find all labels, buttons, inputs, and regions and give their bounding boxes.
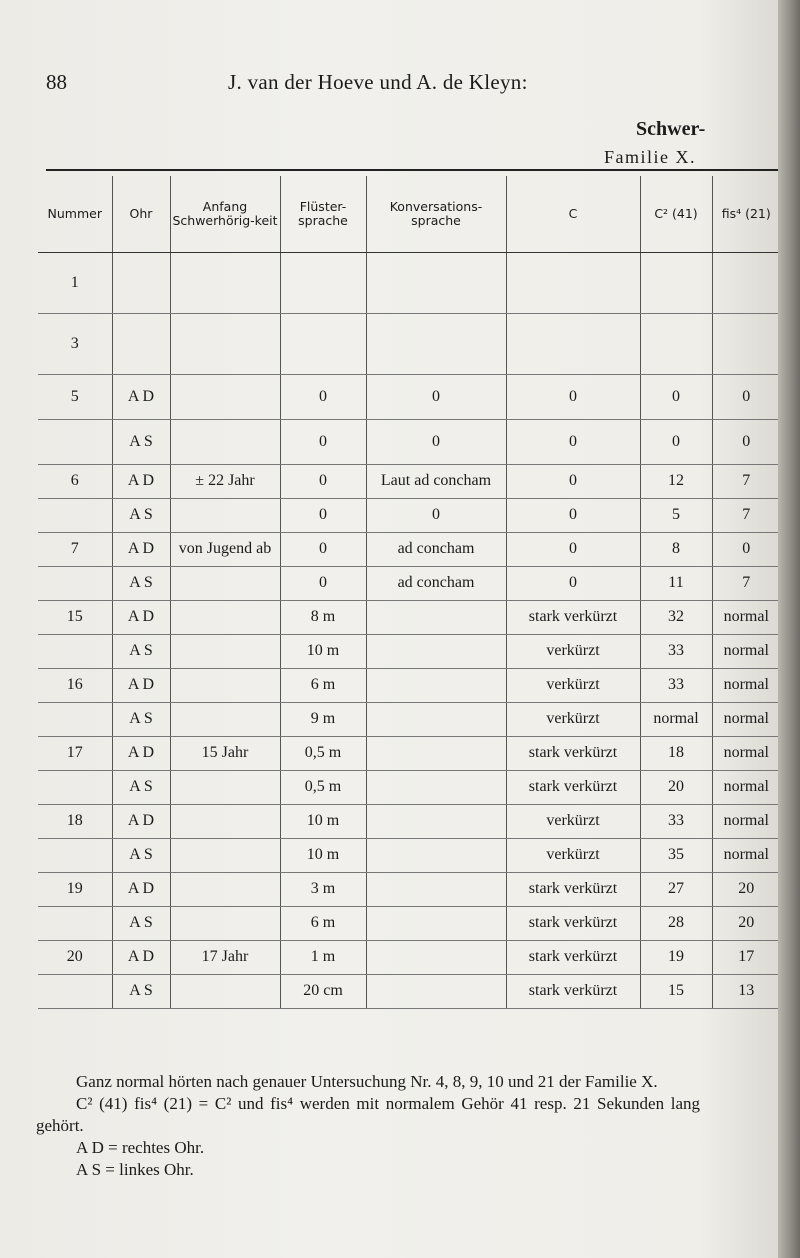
ear-cell: A D: [112, 805, 170, 839]
onset-cell: von Jugend ab: [170, 533, 280, 567]
c-cell: 0: [506, 465, 640, 499]
c-cell: stark verkürzt: [506, 975, 640, 1009]
table-row: [38, 703, 780, 737]
conversation-cell: [366, 975, 506, 1009]
nummer-cell: 20: [38, 941, 112, 975]
nummer-cell: [38, 907, 112, 941]
conversation-cell: 0: [366, 420, 506, 465]
c2-cell: 33: [640, 669, 712, 703]
table-row: [38, 601, 780, 635]
c-cell: 0: [506, 375, 640, 420]
nummer-cell: 3: [38, 314, 112, 375]
note-tuning-fork: C² (41) fis⁴ (21) = C² und fis⁴ werden mit normalem Gehör 41 resp. 21 Sekunden lang gehört.: [36, 1094, 700, 1135]
onset-cell: [170, 669, 280, 703]
ear-cell: A D: [112, 737, 170, 771]
column-header: Ohr: [112, 176, 170, 253]
legend-right-ear: A D = rechtes Ohr.: [76, 1138, 205, 1157]
c-cell: verkürzt: [506, 635, 640, 669]
column-header: C: [506, 176, 640, 253]
ear-cell: A S: [112, 635, 170, 669]
column-header: Nummer: [38, 176, 112, 253]
conversation-cell: [366, 907, 506, 941]
nummer-cell: 7: [38, 533, 112, 567]
c-cell: 0: [506, 420, 640, 465]
c2-cell: 32: [640, 601, 712, 635]
whisper-cell: 0: [280, 465, 366, 499]
whisper-cell: 0,5 m: [280, 737, 366, 771]
ear-cell: A D: [112, 533, 170, 567]
fis4-cell: 7: [712, 567, 780, 601]
c2-cell: [640, 314, 712, 375]
onset-cell: [170, 805, 280, 839]
legend-left-ear: A S = linkes Ohr.: [76, 1160, 194, 1179]
whisper-cell: 10 m: [280, 805, 366, 839]
column-header: Anfang Schwerhörig-keit: [170, 176, 280, 253]
c2-cell: 28: [640, 907, 712, 941]
c-cell: stark verkürzt: [506, 737, 640, 771]
table-row: [38, 975, 780, 1009]
onset-cell: [170, 975, 280, 1009]
fis4-cell: [712, 314, 780, 375]
nummer-cell: [38, 635, 112, 669]
table-row: [38, 669, 780, 703]
onset-cell: [170, 375, 280, 420]
section-title: Schwer-: [636, 118, 706, 140]
ear-cell: A D: [112, 465, 170, 499]
conversation-cell: [366, 314, 506, 375]
fis4-cell: 0: [712, 533, 780, 567]
conversation-cell: 0: [366, 499, 506, 533]
fis4-cell: normal: [712, 771, 780, 805]
table-row: [38, 907, 780, 941]
nummer-cell: [38, 839, 112, 873]
nummer-cell: 6: [38, 465, 112, 499]
whisper-cell: 3 m: [280, 873, 366, 907]
onset-cell: [170, 499, 280, 533]
whisper-cell: 0,5 m: [280, 771, 366, 805]
whisper-cell: 0: [280, 375, 366, 420]
conversation-cell: [366, 839, 506, 873]
whisper-cell: 0: [280, 420, 366, 465]
whisper-cell: 1 m: [280, 941, 366, 975]
page-number: 88: [46, 70, 67, 94]
whisper-cell: 10 m: [280, 839, 366, 873]
conversation-cell: ad concham: [366, 567, 506, 601]
whisper-cell: 6 m: [280, 907, 366, 941]
c2-cell: 5: [640, 499, 712, 533]
nummer-cell: 5: [38, 375, 112, 420]
page-edge: [778, 0, 800, 1258]
whisper-cell: 6 m: [280, 669, 366, 703]
ear-cell: A D: [112, 375, 170, 420]
c2-cell: [640, 253, 712, 314]
onset-cell: [170, 771, 280, 805]
nummer-cell: 1: [38, 253, 112, 314]
fis4-cell: 0: [712, 375, 780, 420]
onset-cell: 15 Jahr: [170, 737, 280, 771]
conversation-cell: [366, 873, 506, 907]
nummer-cell: 15: [38, 601, 112, 635]
c2-cell: 18: [640, 737, 712, 771]
nummer-cell: 18: [38, 805, 112, 839]
whisper-cell: 0: [280, 567, 366, 601]
ear-cell: A S: [112, 703, 170, 737]
table-row: [38, 465, 780, 499]
fis4-cell: normal: [712, 805, 780, 839]
conversation-cell: [366, 805, 506, 839]
ear-cell: A D: [112, 873, 170, 907]
onset-cell: [170, 601, 280, 635]
c2-cell: 33: [640, 635, 712, 669]
table-row: [38, 420, 780, 465]
fis4-cell: normal: [712, 839, 780, 873]
top-rule: [46, 169, 782, 171]
table-row: [38, 941, 780, 975]
c-cell: stark verkürzt: [506, 873, 640, 907]
fis4-cell: [712, 253, 780, 314]
ear-cell: A S: [112, 420, 170, 465]
fis4-cell: normal: [712, 737, 780, 771]
conversation-cell: [366, 941, 506, 975]
c-cell: 0: [506, 533, 640, 567]
c-cell: verkürzt: [506, 839, 640, 873]
ear-cell: A S: [112, 567, 170, 601]
c-cell: [506, 253, 640, 314]
c2-cell: 0: [640, 375, 712, 420]
c2-cell: 27: [640, 873, 712, 907]
hearing-table: [38, 176, 780, 1009]
fis4-cell: 13: [712, 975, 780, 1009]
table-row: [38, 499, 780, 533]
conversation-cell: [366, 669, 506, 703]
c-cell: verkürzt: [506, 805, 640, 839]
table-row: [38, 737, 780, 771]
onset-cell: [170, 567, 280, 601]
whisper-cell: 0: [280, 533, 366, 567]
nummer-cell: [38, 975, 112, 1009]
whisper-cell: [280, 253, 366, 314]
ear-cell: A S: [112, 839, 170, 873]
table-row: [38, 567, 780, 601]
conversation-cell: [366, 771, 506, 805]
conversation-cell: 0: [366, 375, 506, 420]
c2-cell: normal: [640, 703, 712, 737]
ear-cell: A S: [112, 907, 170, 941]
conversation-cell: [366, 737, 506, 771]
whisper-cell: [280, 314, 366, 375]
column-header: Flüster-sprache: [280, 176, 366, 253]
whisper-cell: 8 m: [280, 601, 366, 635]
footnotes: [36, 1071, 700, 1181]
c-cell: stark verkürzt: [506, 771, 640, 805]
whisper-cell: 9 m: [280, 703, 366, 737]
c2-cell: 8: [640, 533, 712, 567]
table-row: [38, 635, 780, 669]
onset-cell: [170, 253, 280, 314]
onset-cell: [170, 314, 280, 375]
onset-cell: [170, 907, 280, 941]
c-cell: stark verkürzt: [506, 941, 640, 975]
onset-cell: ± 22 Jahr: [170, 465, 280, 499]
whisper-cell: 0: [280, 499, 366, 533]
nummer-cell: 17: [38, 737, 112, 771]
running-title: J. van der Hoeve und A. de Kleyn:: [228, 70, 528, 94]
c2-cell: 35: [640, 839, 712, 873]
c2-cell: 0: [640, 420, 712, 465]
c-cell: 0: [506, 567, 640, 601]
ear-cell: A D: [112, 941, 170, 975]
fis4-cell: normal: [712, 601, 780, 635]
ear-cell: [112, 253, 170, 314]
nummer-cell: [38, 567, 112, 601]
c2-cell: 20: [640, 771, 712, 805]
c2-cell: 11: [640, 567, 712, 601]
nummer-cell: [38, 420, 112, 465]
onset-cell: 17 Jahr: [170, 941, 280, 975]
fis4-cell: 7: [712, 465, 780, 499]
c-cell: stark verkürzt: [506, 601, 640, 635]
c2-cell: 15: [640, 975, 712, 1009]
nummer-cell: [38, 703, 112, 737]
table-row: [38, 314, 780, 375]
c-cell: [506, 314, 640, 375]
c-cell: verkürzt: [506, 669, 640, 703]
fis4-cell: 0: [712, 420, 780, 465]
fis4-cell: 20: [712, 907, 780, 941]
fis4-cell: 20: [712, 873, 780, 907]
table-row: [38, 771, 780, 805]
table-header-row: [38, 176, 780, 253]
ear-cell: A D: [112, 669, 170, 703]
table-row: [38, 805, 780, 839]
conversation-cell: Laut ad concham: [366, 465, 506, 499]
ear-cell: [112, 314, 170, 375]
onset-cell: [170, 839, 280, 873]
whisper-cell: 10 m: [280, 635, 366, 669]
table-row: [38, 533, 780, 567]
c2-cell: 12: [640, 465, 712, 499]
c-cell: stark verkürzt: [506, 907, 640, 941]
onset-cell: [170, 635, 280, 669]
onset-cell: [170, 703, 280, 737]
family-label: Familie X.: [604, 147, 696, 167]
column-header: C² (41): [640, 176, 712, 253]
conversation-cell: [366, 601, 506, 635]
conversation-cell: [366, 703, 506, 737]
table-row: [38, 253, 780, 314]
c2-cell: 19: [640, 941, 712, 975]
ear-cell: A S: [112, 499, 170, 533]
whisper-cell: 20 cm: [280, 975, 366, 1009]
nummer-cell: [38, 499, 112, 533]
nummer-cell: 19: [38, 873, 112, 907]
fis4-cell: normal: [712, 635, 780, 669]
column-header: Konversations-sprache: [366, 176, 506, 253]
nummer-cell: 16: [38, 669, 112, 703]
note-normal-hearing: Ganz normal hörten nach genauer Untersuchung Nr. 4, 8, 9, 10 und 21 der Familie X.: [76, 1072, 658, 1091]
nummer-cell: [38, 771, 112, 805]
table-row: [38, 839, 780, 873]
conversation-cell: [366, 635, 506, 669]
conversation-cell: ad concham: [366, 533, 506, 567]
c-cell: 0: [506, 499, 640, 533]
onset-cell: [170, 420, 280, 465]
column-header: fis⁴ (21): [712, 176, 780, 253]
fis4-cell: normal: [712, 703, 780, 737]
ear-cell: A D: [112, 601, 170, 635]
c2-cell: 33: [640, 805, 712, 839]
fis4-cell: 7: [712, 499, 780, 533]
ear-cell: A S: [112, 975, 170, 1009]
table-row: [38, 873, 780, 907]
ear-cell: A S: [112, 771, 170, 805]
table-row: [38, 375, 780, 420]
fis4-cell: normal: [712, 669, 780, 703]
fis4-cell: 17: [712, 941, 780, 975]
c-cell: verkürzt: [506, 703, 640, 737]
onset-cell: [170, 873, 280, 907]
conversation-cell: [366, 253, 506, 314]
